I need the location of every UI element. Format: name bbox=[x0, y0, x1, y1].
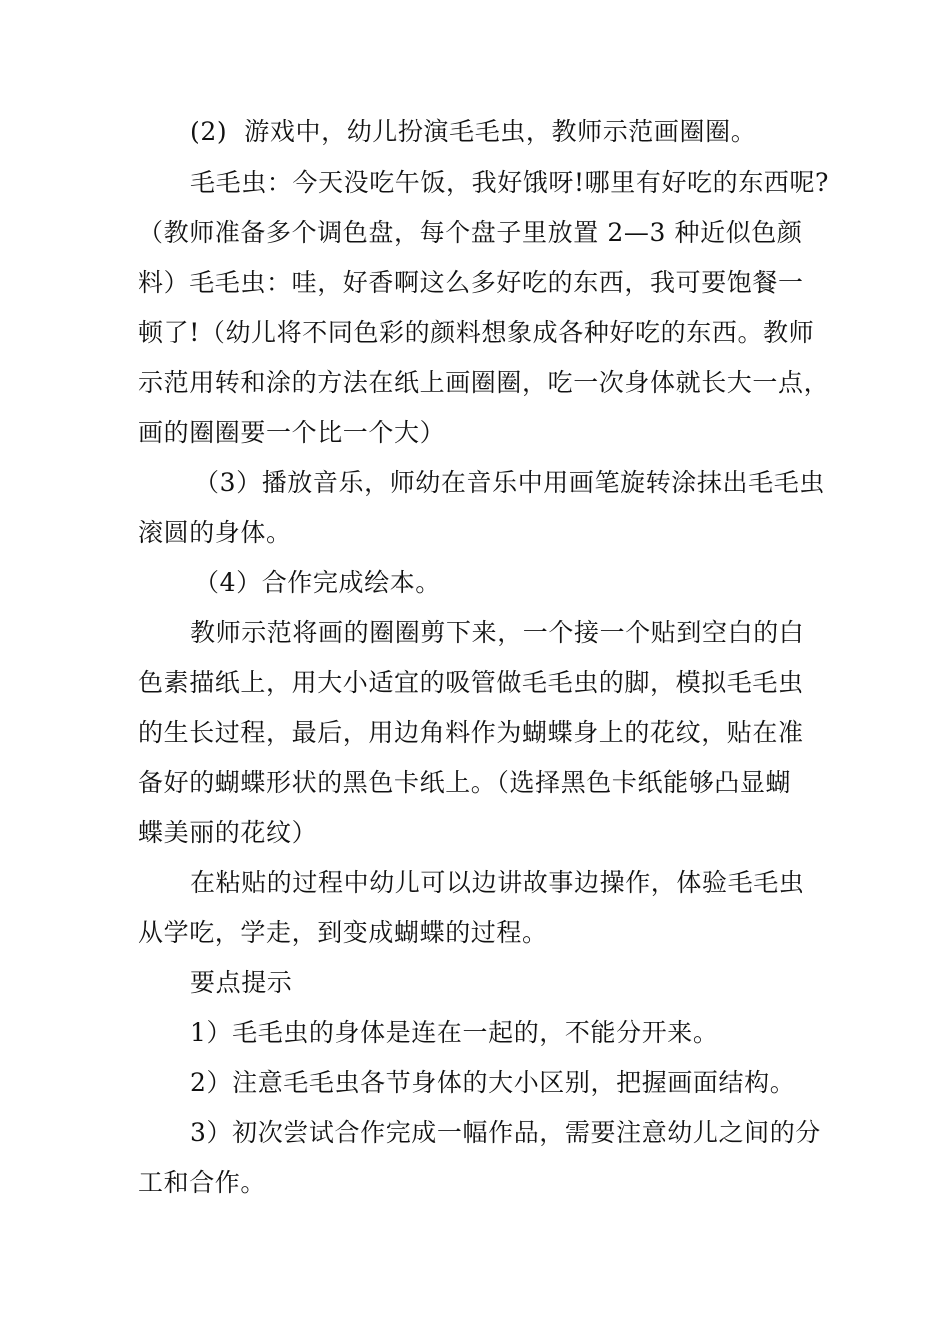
paragraph-line: 滚圆的身体。 bbox=[138, 518, 292, 547]
paragraph-line: （4）合作完成绘本。 bbox=[194, 568, 441, 597]
paragraph-line: 从学吃，学走，到变成蝴蝶的过程。 bbox=[138, 918, 548, 947]
paragraph-line: 顿了!（幼儿将不同色彩的颜料想象成各种好吃的东西。教师 bbox=[138, 318, 815, 347]
paragraph-line: 色素描纸上，用大小适宜的吸管做毛毛虫的脚，模拟毛毛虫 bbox=[138, 668, 804, 697]
paragraph-line: (2) 游戏中，幼儿扮演毛毛虫，教师示范画圈圈。 bbox=[190, 117, 757, 146]
paragraph-line: 备好的蝴蝶形状的黑色卡纸上。（选择黑色卡纸能够凸显蝴 bbox=[138, 768, 792, 797]
list-item: 1）毛毛虫的身体是连在一起的，不能分开来。 bbox=[190, 1018, 719, 1047]
paragraph-line: 的生长过程，最后，用边角料作为蝴蝶身上的花纹，贴在准 bbox=[138, 718, 804, 747]
paragraph-line: （教师准备多个调色盘，每个盘子里放置 2—3 种近似色颜 bbox=[138, 218, 803, 247]
paragraph-line: 在粘贴的过程中幼儿可以边讲故事边操作，体验毛毛虫 bbox=[190, 868, 805, 897]
paragraph-line: 蝶美丽的花纹） bbox=[138, 818, 318, 847]
list-item: 2）注意毛毛虫各节身体的大小区别，把握画面结构。 bbox=[190, 1068, 796, 1097]
list-item-continuation: 工和合作。 bbox=[138, 1168, 267, 1197]
paragraph-line: 画的圈圈要一个比一个大） bbox=[138, 418, 446, 447]
paragraph-line: 毛毛虫：今天没吃午饭，我好饿呀!哪里有好吃的东西呢? bbox=[190, 168, 830, 197]
paragraph-line: （3）播放音乐，师幼在音乐中用画笔旋转涂抹出毛毛虫 bbox=[194, 468, 825, 497]
paragraph-line: 示范用转和涂的方法在纸上画圈圈，吃一次身体就长大一点， bbox=[138, 368, 830, 397]
section-heading: 要点提示 bbox=[190, 968, 293, 997]
paragraph-line: 教师示范将画的圈圈剪下来，一个接一个贴到空白的白 bbox=[190, 618, 805, 647]
paragraph-line: 料）毛毛虫：哇，好香啊这么多好吃的东西，我可要饱餐一 bbox=[138, 268, 804, 297]
list-item: 3）初次尝试合作完成一幅作品，需要注意幼儿之间的分 bbox=[190, 1118, 821, 1147]
